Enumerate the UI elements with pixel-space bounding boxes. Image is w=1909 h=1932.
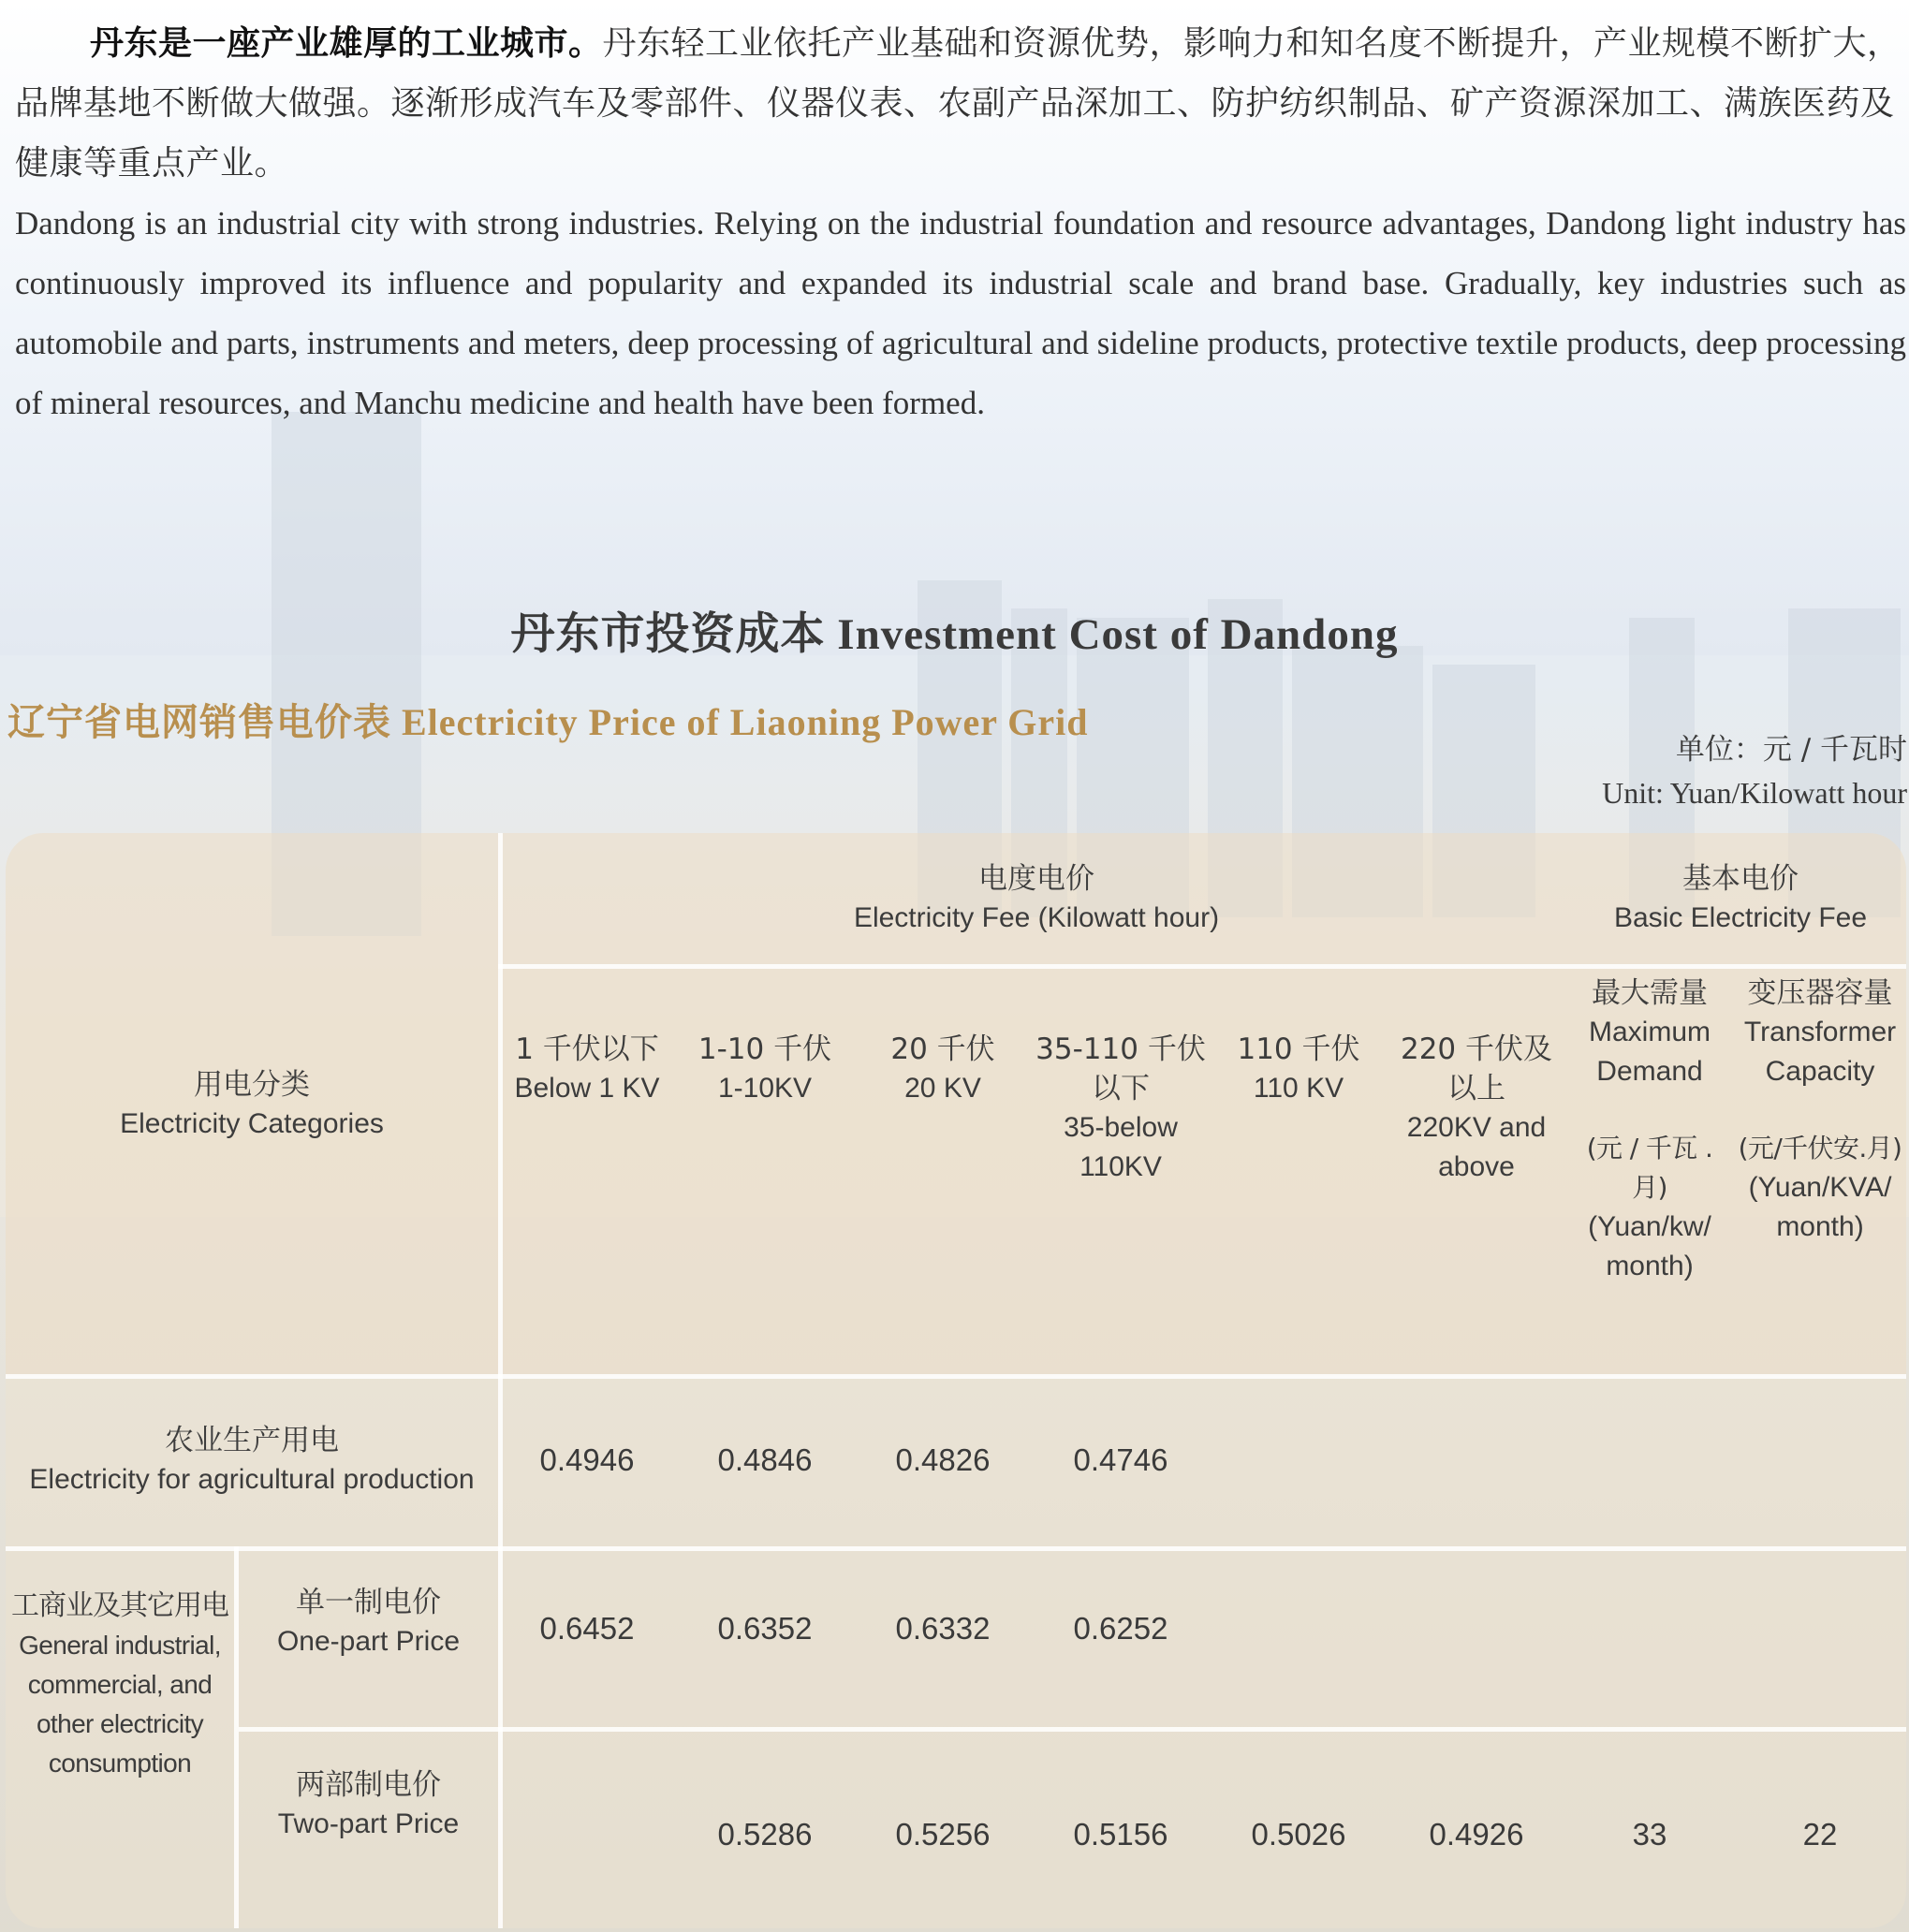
cell-one-part-20kv: 0.6332 — [895, 1611, 991, 1646]
divider — [498, 833, 503, 1928]
cell-two-part-1-10kv: 0.5286 — [717, 1817, 813, 1852]
header-col-en: 20 KV — [904, 1073, 981, 1104]
divider — [498, 964, 1906, 969]
divider — [6, 1374, 1906, 1379]
header-fee-group-cn: 电度电价 — [978, 862, 1094, 896]
cell-two-part-220kv: 0.4926 — [1429, 1817, 1524, 1852]
header-col-unit-en: (Yuan/KVA/ month) — [1748, 1172, 1892, 1242]
header-categories-cn: 用电分类 — [194, 1068, 310, 1102]
row-agri-label-cn: 农业生产用电 — [165, 1424, 339, 1457]
price-table — [6, 833, 1906, 1928]
cell-one-part-below-1kv: 0.6452 — [539, 1611, 635, 1646]
header-categories — [6, 833, 498, 1376]
row-two-part-label — [239, 1732, 498, 1928]
header-col-en: 35-below 110KV — [1064, 1112, 1178, 1182]
row-one-part-label-en: One-part Price — [276, 1626, 461, 1657]
row-two-part-label-cn: 两部制电价 — [296, 1768, 441, 1802]
header-col-cn: 1-10 千伏 — [698, 1032, 832, 1066]
divider — [234, 1546, 239, 1928]
cell-one-part-35-110kv: 0.6252 — [1073, 1611, 1168, 1646]
header-fee-group-en: Electricity Fee (Kilowatt hour) — [853, 902, 1220, 933]
header-col-en: 220KV and above — [1406, 1112, 1547, 1182]
header-col-35-110kv — [1032, 1030, 1210, 1187]
divider — [6, 1546, 1906, 1551]
divider — [239, 1727, 1906, 1732]
table-title: 辽宁省电网销售电价表 Electricity Price of Liaoning Power Grid — [7, 701, 1089, 743]
row-two-part-label-en: Two-part Price — [277, 1808, 460, 1839]
row-general-label-en: General industrial, commercial, and other electricity consumption — [19, 1631, 221, 1778]
header-categories-en: Electricity Categories — [120, 1108, 384, 1139]
unit-note-english: Unit: Yuan/Kilowatt hour — [1602, 776, 1907, 810]
row-general-label-cn: 工商业及其它用电 — [11, 1589, 228, 1622]
header-col-cn: 1 千伏以下 — [515, 1032, 659, 1066]
cell-agri-1-10kv: 0.4846 — [717, 1442, 813, 1477]
intro-chinese-lead: 丹东是一座产业雄厚的工业城市。 — [90, 23, 603, 63]
header-col-maximum-demand — [1565, 973, 1734, 1357]
cell-two-part-110kv: 0.5026 — [1251, 1817, 1346, 1852]
header-col-unit-en: (Yuan/kw/ month) — [1588, 1211, 1711, 1281]
header-col-cn: 220 千伏及以上 — [1400, 1032, 1553, 1105]
row-agri-label-en: Electricity for agricultural production — [29, 1464, 475, 1495]
cell-two-part-20kv: 0.5256 — [895, 1817, 991, 1852]
header-basic-group-en: Basic Electricity Fee — [1613, 902, 1868, 933]
cell-two-part-transformer-capacity: 22 — [1802, 1817, 1838, 1852]
row-one-part-label — [239, 1549, 498, 1727]
header-col-unit-cn: (元/千伏安.月) — [1738, 1133, 1902, 1164]
cell-agri-below-1kv: 0.4946 — [539, 1442, 635, 1477]
row-one-part-label-cn: 单一制电价 — [296, 1586, 441, 1619]
header-col-220kv — [1388, 1030, 1565, 1187]
cell-agri-35-110kv: 0.4746 — [1073, 1442, 1168, 1477]
header-col-en: Below 1 KV — [514, 1073, 660, 1104]
header-col-20kv — [854, 1030, 1032, 1108]
header-col-unit-cn: (元 / 千瓦 . 月) — [1586, 1133, 1713, 1203]
header-col-cn: 变压器容量 — [1747, 976, 1893, 1010]
unit-note-chinese: 单位：元 / 千瓦时 — [1675, 733, 1907, 767]
header-col-en: Maximum Demand — [1588, 1017, 1711, 1087]
cell-two-part-maximum-demand: 33 — [1632, 1817, 1667, 1852]
cell-one-part-1-10kv: 0.6352 — [717, 1611, 813, 1646]
cell-two-part-35-110kv: 0.5156 — [1073, 1817, 1168, 1852]
header-col-below-1kv — [498, 1030, 676, 1108]
intro-chinese — [15, 13, 1906, 194]
header-col-en: 1-10KV — [717, 1073, 813, 1104]
header-col-transformer-capacity — [1734, 973, 1906, 1357]
unit-note — [1602, 728, 1907, 814]
header-col-en: Transformer Capacity — [1743, 1017, 1897, 1087]
header-col-cn: 20 千伏 — [890, 1032, 995, 1066]
header-fee-group — [498, 833, 1575, 964]
header-col-cn: 35-110 千伏以下 — [1035, 1032, 1206, 1105]
header-col-cn: 110 千伏 — [1237, 1032, 1360, 1066]
row-agri-label — [6, 1376, 498, 1544]
header-basic-group — [1575, 833, 1906, 964]
row-general-label — [6, 1549, 234, 1924]
intro-english: Dandong is an industrial city with strong industries. Relying on the industrial foundation and resource advantages, Dandong light industry has continuously improved its influence and popularity and expanded its industrial scale and brand base. Gradually, key industries such as automobile and parts, instruments and meters, deep processing of agricultural and sideline products, protective textile products, deep processing of mineral resources, and Manchu medicine and health have been formed. — [15, 205, 1906, 421]
cell-agri-20kv: 0.4826 — [895, 1442, 991, 1477]
header-col-1-10kv — [676, 1030, 854, 1108]
header-col-cn: 最大需量 — [1592, 976, 1708, 1010]
header-col-en: 110 KV — [1253, 1073, 1344, 1104]
header-basic-group-cn: 基本电价 — [1682, 862, 1799, 896]
intro-chinese-body: 丹东轻工业依托产业基础和资源优势，影响力和知名度不断提升，产业规模不断扩大，品牌基地不断做大做强。逐渐形成汽车及零部件、仪器仪表、农副产品深加工、防护纺织制品、矿产资源深加工、满族医药及健康等重点产业。 — [15, 24, 1902, 183]
section-title: 丹东市投资成本 Investment Cost of Dandong — [510, 610, 1399, 659]
header-col-110kv — [1210, 1030, 1388, 1108]
intro-text — [15, 13, 1906, 433]
